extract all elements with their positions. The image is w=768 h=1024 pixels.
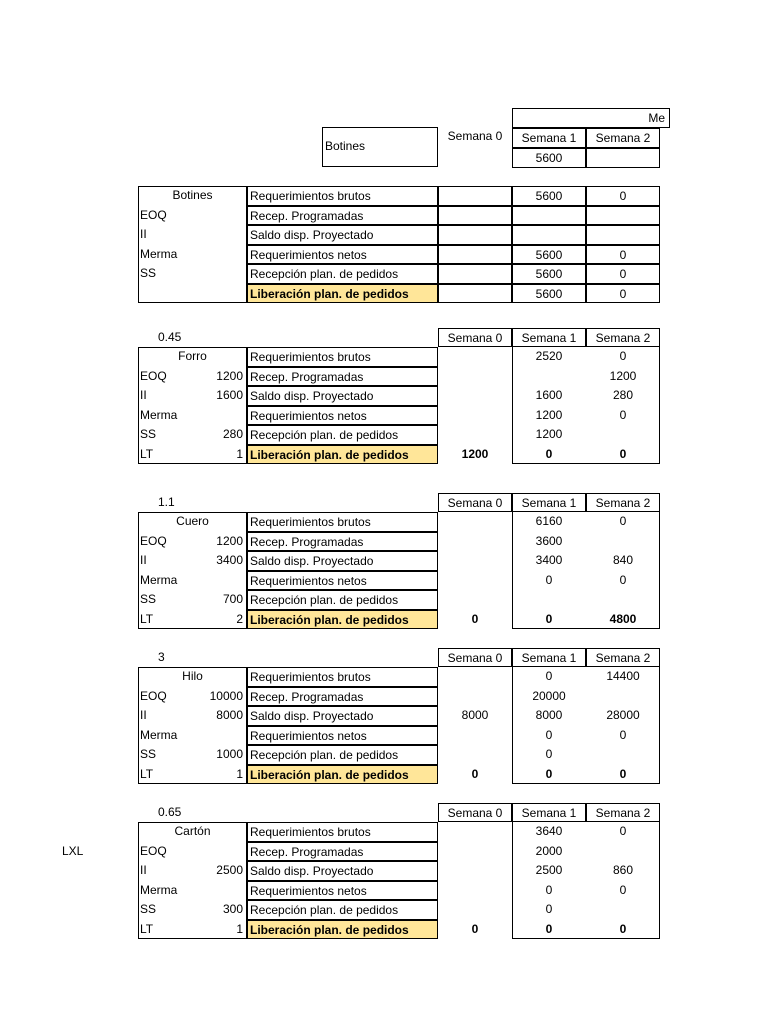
param-value[interactable] [183, 842, 247, 862]
value-semana-1[interactable]: 3640 [535, 824, 563, 838]
value-semana-1[interactable]: 0 [545, 611, 553, 626]
value-semana-0[interactable] [438, 532, 512, 552]
param-label-merma[interactable]: Merma [140, 882, 178, 897]
param-label-ii[interactable]: II [140, 863, 147, 877]
factor[interactable]: 0.45 [158, 329, 182, 344]
param-value[interactable]: 1000 [216, 747, 243, 761]
param-value[interactable] [183, 881, 247, 901]
value-semana-0[interactable] [438, 551, 512, 571]
row-label[interactable]: Liberación plan. de pedidos [247, 765, 438, 785]
value-semana-0[interactable] [438, 687, 512, 707]
row-label[interactable]: Recepción plan. de pedidos [247, 590, 438, 610]
value-semana-0[interactable] [438, 367, 512, 387]
value-semana-0[interactable] [438, 186, 512, 206]
row-label[interactable]: Recepción plan. de pedidos [247, 425, 438, 445]
header-semana-2[interactable]: Semana 2 [586, 493, 660, 513]
row-label[interactable]: Requerimientos netos [247, 881, 438, 901]
header-semana-2[interactable]: Semana 2 [586, 128, 660, 148]
value-semana-0[interactable] [438, 245, 512, 265]
value-semana-1[interactable]: 3600 [535, 533, 563, 548]
param-label-lt[interactable]: LT [140, 446, 154, 461]
param-label-eoq[interactable]: EOQ [140, 533, 167, 548]
row-label[interactable]: Recep. Programadas [247, 842, 438, 862]
param-label-ss[interactable]: SS [140, 427, 157, 441]
value-semana-1[interactable]: 0 [545, 882, 553, 897]
value-semana-0[interactable] [438, 881, 512, 901]
param-value[interactable]: 300 [222, 902, 243, 916]
week-columns-frame [512, 648, 660, 785]
row-label[interactable]: Requerimientos brutos [247, 347, 438, 367]
row-label[interactable]: Requerimientos brutos [247, 667, 438, 687]
value-semana-0[interactable] [438, 425, 512, 445]
value-semana-2[interactable]: 0 [619, 407, 627, 422]
row-label[interactable]: Requerimientos brutos [247, 512, 438, 532]
value-semana-2[interactable]: 0 [619, 882, 627, 897]
value-semana-1[interactable]: 0 [545, 727, 553, 742]
item-name[interactable]: Forro [178, 349, 207, 363]
value-semana-2[interactable]: 0 [586, 264, 660, 284]
value-semana-1[interactable]: 0 [545, 446, 553, 461]
header-semana-0[interactable]: Semana 0 [438, 493, 512, 513]
param-label-eoq[interactable]: EOQ [140, 368, 167, 383]
value-semana-0[interactable] [438, 571, 512, 591]
param-value[interactable]: 10000 [209, 688, 243, 703]
value-semana-0[interactable] [438, 225, 512, 245]
row-label[interactable]: Saldo disp. Proyectado [247, 706, 438, 726]
week-columns-frame [512, 803, 660, 940]
row-label[interactable]: Requerimientos netos [247, 571, 438, 591]
value-semana-0[interactable]: 1200 [461, 446, 489, 461]
value-semana-2[interactable]: 860 [612, 863, 634, 877]
row-label[interactable]: Recep. Programadas [247, 206, 438, 226]
factor[interactable]: 0.65 [158, 804, 182, 819]
value-semana-1[interactable]: 5600 [512, 264, 586, 284]
header-semana-0[interactable]: Semana 0 [438, 328, 512, 348]
value-semana-0[interactable] [438, 822, 512, 842]
value-semana-2[interactable]: 840 [612, 553, 634, 567]
value-semana-0[interactable] [438, 900, 512, 920]
header-semana-1[interactable]: Semana 1 [512, 328, 586, 348]
row-label[interactable]: Recep. Programadas [247, 687, 438, 707]
param-value[interactable]: 1 [236, 446, 243, 461]
value-semana-2[interactable]: 0 [619, 921, 627, 936]
value-semana-1[interactable]: 5600 [512, 186, 586, 206]
value-semana-1[interactable]: 2500 [535, 863, 563, 877]
row-label[interactable]: Recepción plan. de pedidos [247, 264, 438, 284]
value-semana-2[interactable]: 1200 [609, 368, 637, 383]
value-semana-0[interactable] [438, 264, 512, 284]
item-name[interactable]: Cartón [174, 824, 211, 838]
header-semana-2[interactable]: Semana 2 [586, 648, 660, 668]
row-label[interactable]: Saldo disp. Proyectado [247, 386, 438, 406]
param-value[interactable]: 1 [236, 766, 243, 781]
value-semana-2[interactable]: 0 [586, 186, 660, 206]
value-semana-0[interactable] [438, 861, 512, 881]
factor[interactable]: 1.1 [158, 494, 175, 509]
value-semana-1[interactable]: 1600 [535, 388, 563, 402]
row-label[interactable]: Saldo disp. Proyectado [247, 225, 438, 245]
demand-semana-2[interactable] [586, 148, 660, 168]
param-label-merma[interactable]: Merma [140, 246, 178, 261]
param-label-ss[interactable]: SS [140, 902, 157, 916]
value-semana-2[interactable]: 0 [619, 766, 627, 781]
param-value[interactable]: 1600 [216, 388, 243, 402]
header-semana-1[interactable]: Semana 1 [512, 128, 586, 148]
item-name[interactable]: Cuero [176, 514, 209, 528]
value-semana-1[interactable]: 1200 [535, 407, 563, 422]
item-name[interactable]: Botines [172, 188, 213, 202]
header-semana-0[interactable]: Semana 0 [438, 803, 512, 823]
param-label-ii[interactable]: II [140, 227, 147, 241]
row-label[interactable]: Requerimientos brutos [247, 186, 438, 206]
side-label-lxl[interactable]: LXL [62, 844, 84, 858]
value-semana-1[interactable]: 0 [545, 902, 553, 916]
param-label-eoq[interactable]: EOQ [140, 843, 167, 858]
param-value[interactable]: 280 [222, 427, 243, 441]
param-value[interactable]: 8000 [216, 708, 243, 722]
value-semana-1[interactable]: 0 [545, 921, 553, 936]
value-semana-2[interactable]: 14400 [606, 669, 640, 683]
value-semana-0[interactable] [438, 284, 512, 304]
value-semana-0[interactable] [438, 512, 512, 532]
param-value[interactable] [183, 726, 247, 746]
param-label-ss[interactable]: SS [140, 266, 157, 280]
header-semana-1[interactable]: Semana 1 [512, 493, 586, 513]
row-label[interactable]: Recep. Programadas [247, 532, 438, 552]
value-semana-2[interactable]: 0 [619, 446, 627, 461]
value-semana-0[interactable]: 8000 [461, 708, 489, 722]
row-label[interactable]: Liberación plan. de pedidos [247, 284, 438, 304]
param-value[interactable]: 3400 [216, 553, 243, 567]
month-banner-cell[interactable]: Me [512, 108, 670, 128]
row-label[interactable]: Recep. Programadas [247, 367, 438, 387]
product-name[interactable]: Botines [325, 139, 366, 153]
param-label-ss[interactable]: SS [140, 747, 157, 761]
param-label-lt[interactable]: LT [140, 611, 154, 626]
row-label[interactable]: Saldo disp. Proyectado [247, 861, 438, 881]
value-semana-1[interactable]: 0 [545, 766, 553, 781]
row-label[interactable]: Requerimientos brutos [247, 822, 438, 842]
week-columns-frame [512, 328, 660, 465]
value-semana-2[interactable]: 0 [619, 572, 627, 587]
value-semana-0[interactable] [438, 726, 512, 746]
value-semana-1[interactable] [512, 206, 586, 226]
value-semana-1[interactable]: 2000 [535, 843, 563, 858]
value-semana-1[interactable]: 20000 [532, 688, 566, 703]
param-value[interactable]: 2500 [216, 863, 243, 877]
demand-semana-1[interactable]: 5600 [512, 148, 586, 168]
value-semana-1[interactable]: 6160 [535, 514, 563, 528]
param-value[interactable]: 1 [236, 921, 243, 936]
value-semana-1[interactable]: 5600 [512, 284, 586, 304]
value-semana-1[interactable]: 1200 [535, 427, 563, 441]
row-label[interactable]: Saldo disp. Proyectado [247, 551, 438, 571]
param-label-merma[interactable]: Merma [140, 407, 178, 422]
header-semana-1[interactable]: Semana 1 [512, 803, 586, 823]
value-semana-2[interactable]: 0 [586, 245, 660, 265]
value-semana-0[interactable] [438, 842, 512, 862]
value-semana-2[interactable]: 0 [619, 824, 627, 838]
param-label-eoq[interactable]: EOQ [140, 688, 167, 703]
param-label-lt[interactable]: LT [140, 766, 154, 781]
row-label[interactable]: Recepción plan. de pedidos [247, 745, 438, 765]
header-semana-0[interactable]: Semana 0 [438, 648, 512, 668]
row-label[interactable]: Liberación plan. de pedidos [247, 445, 438, 465]
value-semana-0[interactable] [438, 406, 512, 426]
value-semana-2[interactable] [586, 206, 660, 226]
param-value[interactable]: 1200 [216, 368, 243, 383]
param-value[interactable]: 700 [222, 592, 243, 606]
value-semana-2[interactable] [586, 225, 660, 245]
param-value[interactable] [183, 571, 247, 591]
value-semana-2[interactable]: 0 [586, 284, 660, 304]
value-semana-1[interactable]: 5600 [512, 245, 586, 265]
param-label-lt[interactable]: LT [140, 921, 154, 936]
param-label-eoq[interactable]: EOQ [140, 207, 167, 222]
header-semana-2[interactable]: Semana 2 [586, 328, 660, 348]
param-label-ii[interactable]: II [140, 708, 147, 722]
row-label[interactable]: Liberación plan. de pedidos [247, 920, 438, 940]
value-semana-0[interactable]: 0 [471, 611, 479, 626]
value-semana-1[interactable]: 0 [545, 572, 553, 587]
value-semana-2[interactable]: 280 [612, 388, 634, 402]
param-label-ii[interactable]: II [140, 553, 147, 567]
value-semana-1[interactable]: 0 [545, 747, 553, 761]
param-label-merma[interactable]: Merma [140, 572, 178, 587]
header-semana-0[interactable]: Semana 0 [447, 129, 503, 143]
value-semana-1[interactable]: 0 [545, 669, 553, 683]
header-semana-1[interactable]: Semana 1 [512, 648, 586, 668]
param-value[interactable]: 1200 [216, 533, 243, 548]
value-semana-2[interactable]: 0 [619, 727, 627, 742]
row-label[interactable]: Liberación plan. de pedidos [247, 610, 438, 630]
value-semana-1[interactable]: 2520 [535, 349, 563, 363]
param-label-merma[interactable]: Merma [140, 727, 178, 742]
value-semana-0[interactable]: 0 [471, 921, 479, 936]
item-name[interactable]: Hilo [182, 669, 203, 683]
value-semana-2[interactable]: 4800 [609, 611, 637, 626]
value-semana-0[interactable] [438, 745, 512, 765]
value-semana-1[interactable] [512, 225, 586, 245]
row-label[interactable]: Requerimientos netos [247, 406, 438, 426]
value-semana-2[interactable]: 0 [619, 514, 627, 528]
factor[interactable]: 3 [158, 649, 165, 664]
row-label[interactable]: Requerimientos netos [247, 726, 438, 746]
row-label[interactable]: Recepción plan. de pedidos [247, 900, 438, 920]
week-columns-frame [512, 493, 660, 630]
param-label-ss[interactable]: SS [140, 592, 157, 606]
value-semana-1[interactable]: 8000 [535, 708, 563, 722]
param-value[interactable] [183, 406, 247, 426]
value-semana-2[interactable]: 28000 [606, 708, 640, 722]
param-label-ii[interactable]: II [140, 388, 147, 402]
param-value[interactable]: 2 [236, 611, 243, 626]
row-label[interactable]: Requerimientos netos [247, 245, 438, 265]
value-semana-1[interactable]: 3400 [535, 553, 563, 567]
value-semana-0[interactable] [438, 386, 512, 406]
value-semana-0[interactable] [438, 206, 512, 226]
value-semana-0[interactable] [438, 590, 512, 610]
value-semana-0[interactable]: 0 [471, 766, 479, 781]
value-semana-0[interactable] [438, 347, 512, 367]
header-semana-2[interactable]: Semana 2 [586, 803, 660, 823]
value-semana-2[interactable]: 0 [619, 349, 627, 363]
value-semana-0[interactable] [438, 667, 512, 687]
